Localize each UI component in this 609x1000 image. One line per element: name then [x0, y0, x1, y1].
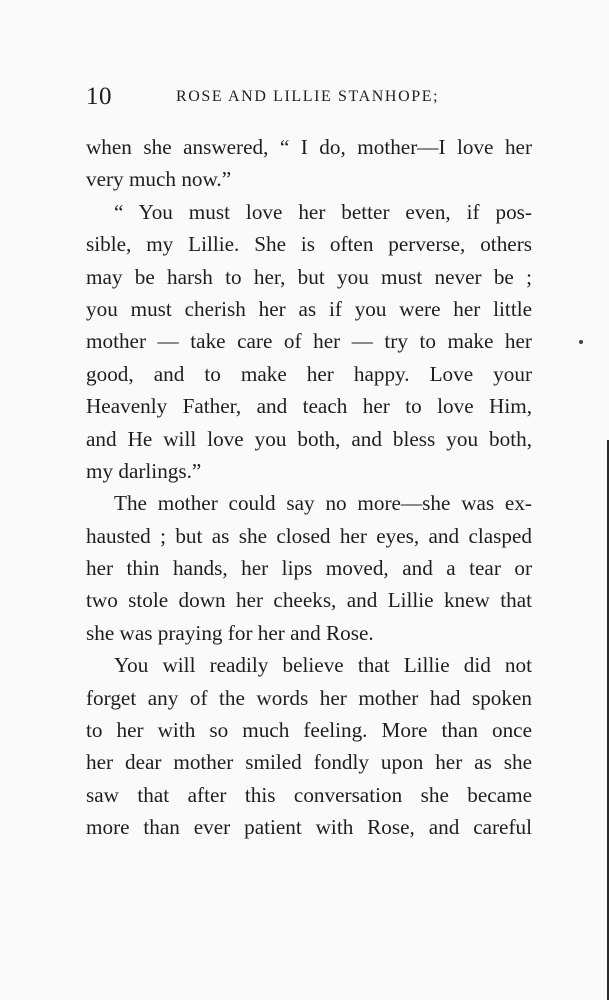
text-line: very much now.” — [86, 167, 232, 192]
text-line: to her with so much feeling. More than once — [86, 718, 532, 743]
text-line: hausted ; but as she closed her eyes, and clasped — [86, 523, 532, 548]
margin-speck — [579, 340, 583, 344]
page-header — [86, 82, 526, 112]
text-line: she was praying for her and Rose. — [86, 620, 374, 645]
text-line: Heavenly Father, and teach her to love Him, — [86, 394, 532, 419]
text-line: her dear mother smiled fondly upon her as she — [86, 750, 532, 775]
text-line: You will readily believe that Lillie did not — [114, 653, 532, 678]
text-line: her thin hands, her lips moved, and a tear or — [86, 556, 532, 581]
text-line: good, and to make her happy. Love your — [86, 361, 532, 386]
text-line: and He will love you both, and bless you both, — [86, 426, 532, 451]
text-line: mother — take care of her — try to make her — [86, 329, 532, 354]
text-line: two stole down her cheeks, and Lillie knew that — [86, 588, 532, 613]
text-line: more than ever patient with Rose, and careful — [86, 815, 532, 840]
text-line: sible, my Lillie. She is often perverse, others — [86, 232, 532, 257]
text-line: saw that after this conversation she became — [86, 782, 532, 807]
text-line: “ You must love her better even, if pos- — [114, 199, 532, 224]
text-line: you must cherish her as if you were her little — [86, 296, 532, 321]
page-number: 10 — [86, 83, 112, 110]
text-line: The mother could say no more—she was ex- — [114, 491, 532, 516]
body-text — [86, 131, 532, 844]
running-head: ROSE AND LILLIE STANHOPE; — [176, 88, 440, 105]
text-line: forget any of the words her mother had spoken — [86, 685, 532, 710]
text-line: when she answered, “ I do, mother—I love her — [86, 135, 532, 159]
text-line: my darlings.” — [86, 458, 202, 483]
text-line: may be harsh to her, but you must never be ; — [86, 264, 532, 289]
